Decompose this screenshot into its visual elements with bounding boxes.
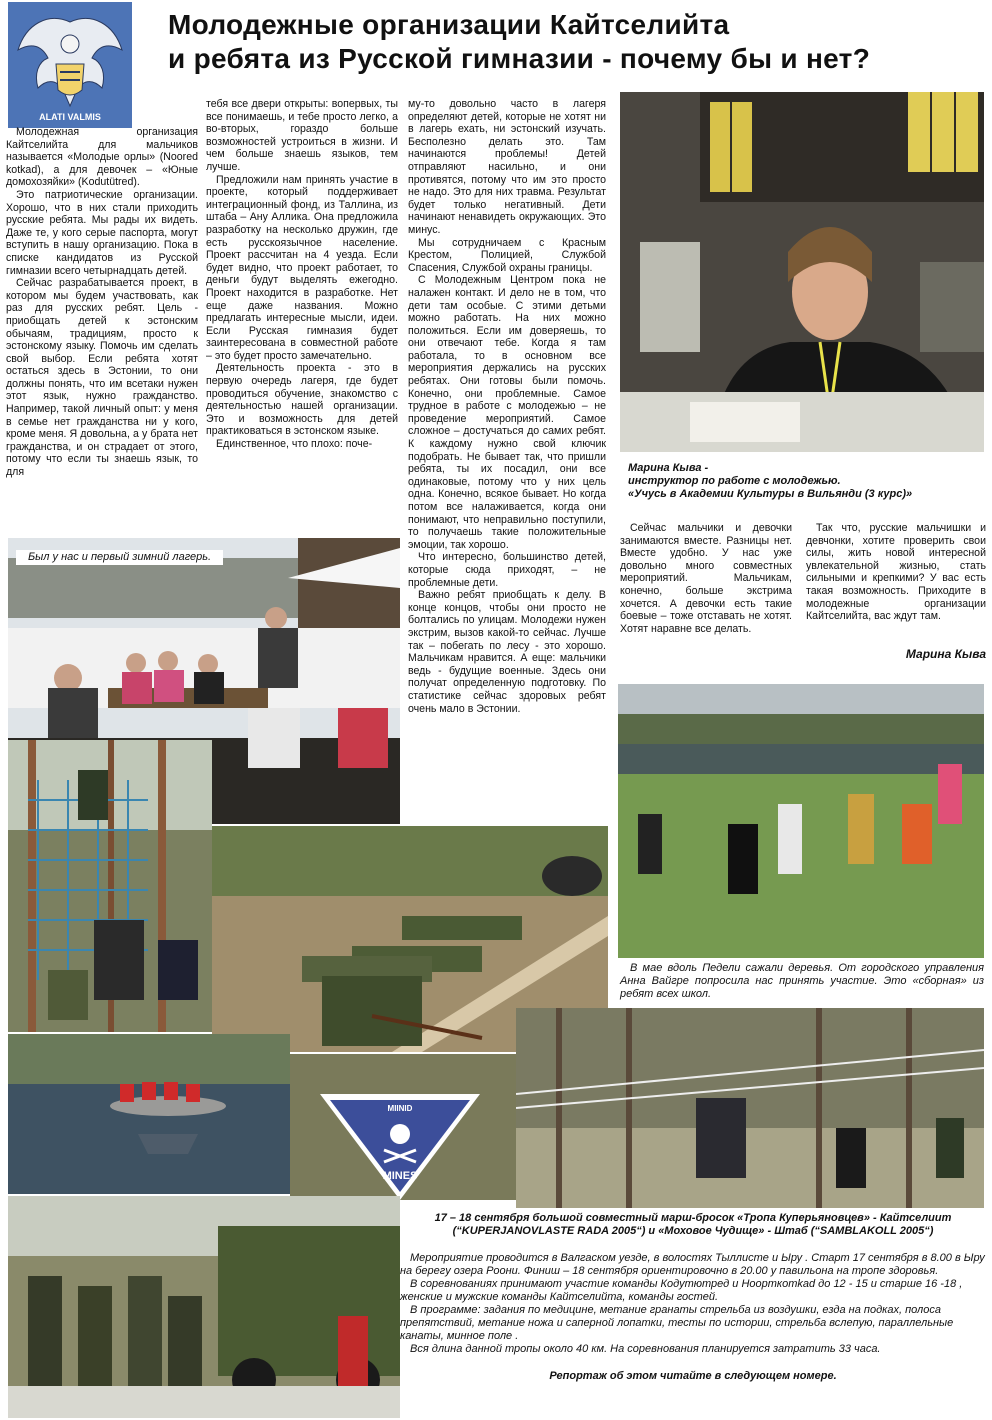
caption-name: Марина Кыва - [628,462,709,474]
event-paragraph: Вся длина данной тропы около 40 км. На соревнования планируется затратить 33 часа. [410,1343,881,1355]
portrait-photo [620,92,984,452]
climbing-net-photo [8,740,212,1032]
article-paragraph: Сейчас мальчики и девочки занимаются вместе. Разницы нет. Вместе удобно. У нас уже довольно много совместных мероприятий. Мальчикам, конечно, больше экстрима хочется. А девочки есть такие боевые – тоже отставать не хотят. Хотят наравне все делать. [620,522,792,635]
article-paragraph: му-то довольно часто в лагеря определяют детей, которые не хотят ни в лагерь ехать, ни эстонский изучать. Бесполезно делать это. Там начинаются проблемы! Детей отправляют насильно, и они противятся, потому что им это просто не надо. Это для них травма. Результат будет только негативный. Дети начинают ненавидеть окружающих. Это минус. [408,98,606,236]
title-line-2: и ребята из Русской гимназии - почему бы и нет? [168,43,871,74]
mine-sign-top-text: MIINID [387,1104,413,1113]
title-line-1: Молодежные организации Кайтселийта [168,9,730,40]
event-footer: Репортаж об этом читайте в следующем номере. [549,1370,837,1382]
logo-motto: ALATI VALMIS [39,112,101,122]
event-paragraph: Мероприятие проводится в Валгаском уезде, в волостях Тыллисте и Ыру . Старт 17 сентября в 8.00 в Ыру на берегу озера Роони. Финиш – 18 сентября ориентировочно в 20.00 у павильона на тропе здоровья. [400,1252,985,1277]
article-paragraph: Единственное, что плохо: поче- [216,438,373,451]
raft-photo [8,1034,290,1194]
event-announcement [400,1212,986,1383]
article-paragraph: С Молодежным Центром пока не налажен контакт. И дело не в том, что дети там особые. С этими детьми можно работать. На них можно положиться. Если им доверяешь, то они отвечают тебе. Когда я там работала, то в основном все мероприятия держались на русских ребятах. Они готовы были помочь. Конечно, они проблемные. Самое трудное в работе с молодежью – не проведение мероприятий. Самое сложное – достучаться до самих ребят. К каждому нужно свой ключик подобрать. Не бывает так, что пришли ребята, ты их посадил, они все одинаковые, потому что у них цель одна. Конечно, всякое бывает. Но когда потом все налаживается, когда они понимают, что неправильно поступили, то получаешь такие положительные эмоции, так хорошо. [408,274,606,551]
article-paragraph: Что интересно, большинство детей, которые сюда приходят, – не проблемные дети. [408,551,606,589]
article-paragraph: Мы сотрудничаем с Красным Крестом, Полицией, Службой Спасения, Службой охраны границы. [408,236,606,274]
article-paragraph: Это патриотические организации. Хорошо, что в них стали приходить русские ребята. Мы рады их видеть. Даже те, у кого серые паспорта, могут вступить в нашу организацию. Пока в списке кандидатов из Русской гимназии всего четырнадцать детей. [6,188,198,277]
winter-caption: Был у нас и первый зимний лагерь. [16,550,223,565]
article-paragraph: Предложили нам принять участие в проекте, который поддерживает интеграционный фонд, из Таллина, из штаба – Ану Аллика. Она предложила разработку на несколько дружин, где есть русскоязычное население. Проект рассчитан на 4 уезда. Если будет видно, что проект работает, то деньги будут выделять ежегодно. Проект находится в разработке. Нет еще даже названия. Можно предлагать интересные мысли, идеи. Если Русская гимназия будет заинтересована в совместной работе – это будет просто замечательно. [206,173,398,362]
article-paragraph: Молодежная организация Кайтселийта для мальчиков называется «Молодые орлы» (Noored kotkad), а для девочек – «Юные домохозяйки» (Kodutütred). [6,126,198,189]
article-column-4 [620,522,792,664]
trees-caption: В мае вдоль Педели сажали деревья. От городского управления Анна Вайгре попросила нас принять участие. Это «сборная» из ребят всех школ. [620,962,984,1000]
mine-sign-bottom-text: MINES [382,1170,418,1182]
page-title [168,8,983,76]
event-paragraph: В соревнованиях принимают участие команды Кодутютред и Ноорткотkad до 12 - 15 и старше 16 -18 , женские и мужские команды Кайтселийта, команды гостей. [400,1278,963,1303]
article-paragraph: Сейчас разрабатывается проект, в котором мы будем участвовать, как раз для русских ребят. Цель - приобщать детей к эстонским обычаям, традициям, просто к эстонскому языку. Помочь им сделать свой выбор. Если ребята хотят остаться здесь в Эстонии, то они должны понять, что им всетаки нужен этот язык, нужно гражданство. Например, такой личный опыт: у меня в семье нет гражданства ни у кого, кроме меня. Я довольна, а у брата нет гражданства, и он страдает от этого, потому что если ты знаешь язык, то для [6,277,198,479]
article-column-1 [6,98,198,528]
rope-crossing-photo [516,1008,984,1208]
caption-role: инструктор по работе с молодежью. [628,475,841,487]
caption-quote: «Учусь в Академии Культуры в Вильянди (3 курс)» [628,488,913,500]
article-paragraph: Важно ребят приобщать к делу. В конце концов, чтобы они просто не болтались по улицам. Молодежи нужен экстрим, вызов какой-то сейчас. Лучше так – побегать по лесу - это хорошо. Мальчикам нравится. А еще: мальчики ведь - будущие военные. Здесь они получат определенную подготовку. По статистике сейчас здоровых ребят очень мало в Эстонии. [408,589,606,715]
event-paragraph: В программе: задания по медицине, метание гранаты стрельба из воздушки, езда на подках, полоса препятствий, метание ножа и саперной лопатки, тесты по истории, стрельба вслепую, параллельные канаты, минное поле . [400,1304,954,1342]
army-truck-photo [8,1196,400,1418]
event-heading: 17 – 18 сентября большой совместный марш-бросок «Тропа Куперьяновцев» - Кайтселиит (“KUPERJANOVLASTE RADA 2005“) и «Моховое Чудище» - Штаб (“SAMBLAKOLL 2005“) [434,1212,952,1237]
article-paragraph: Деятельность проекта - это в первую очередь лагеря, где будет проводиться обучение, знакомство с деятельностью нашей организации. Это и возможность для детей практиковаться в эстонском языке. [206,362,398,438]
tree-planting-photo [618,684,984,958]
article-paragraph: тебя все двери открыты: вопервых, ты все понимаешь, и тебе просто легко, а во-вторых, гораздо больше возможностей устроиться в жизни. И чем больше знаешь языков, тем лучше. [206,98,398,173]
article-column-3 [408,98,606,822]
portrait-caption [628,462,984,501]
article-signature: Марина Кыва [905,647,986,661]
article-paragraph: Так что, русские мальчишки и девчонки, хотите проверить свои силы, жить новой интересной увлекательной жизнью, стать сильными и крепкими? У вас есть такая возможность. Приходите в молодежные организации Кайтселийта, вас ждут там. [806,522,986,623]
mines-sign-photo [290,1054,516,1200]
article-column-2 [206,98,398,530]
article-column-5 [806,522,986,648]
